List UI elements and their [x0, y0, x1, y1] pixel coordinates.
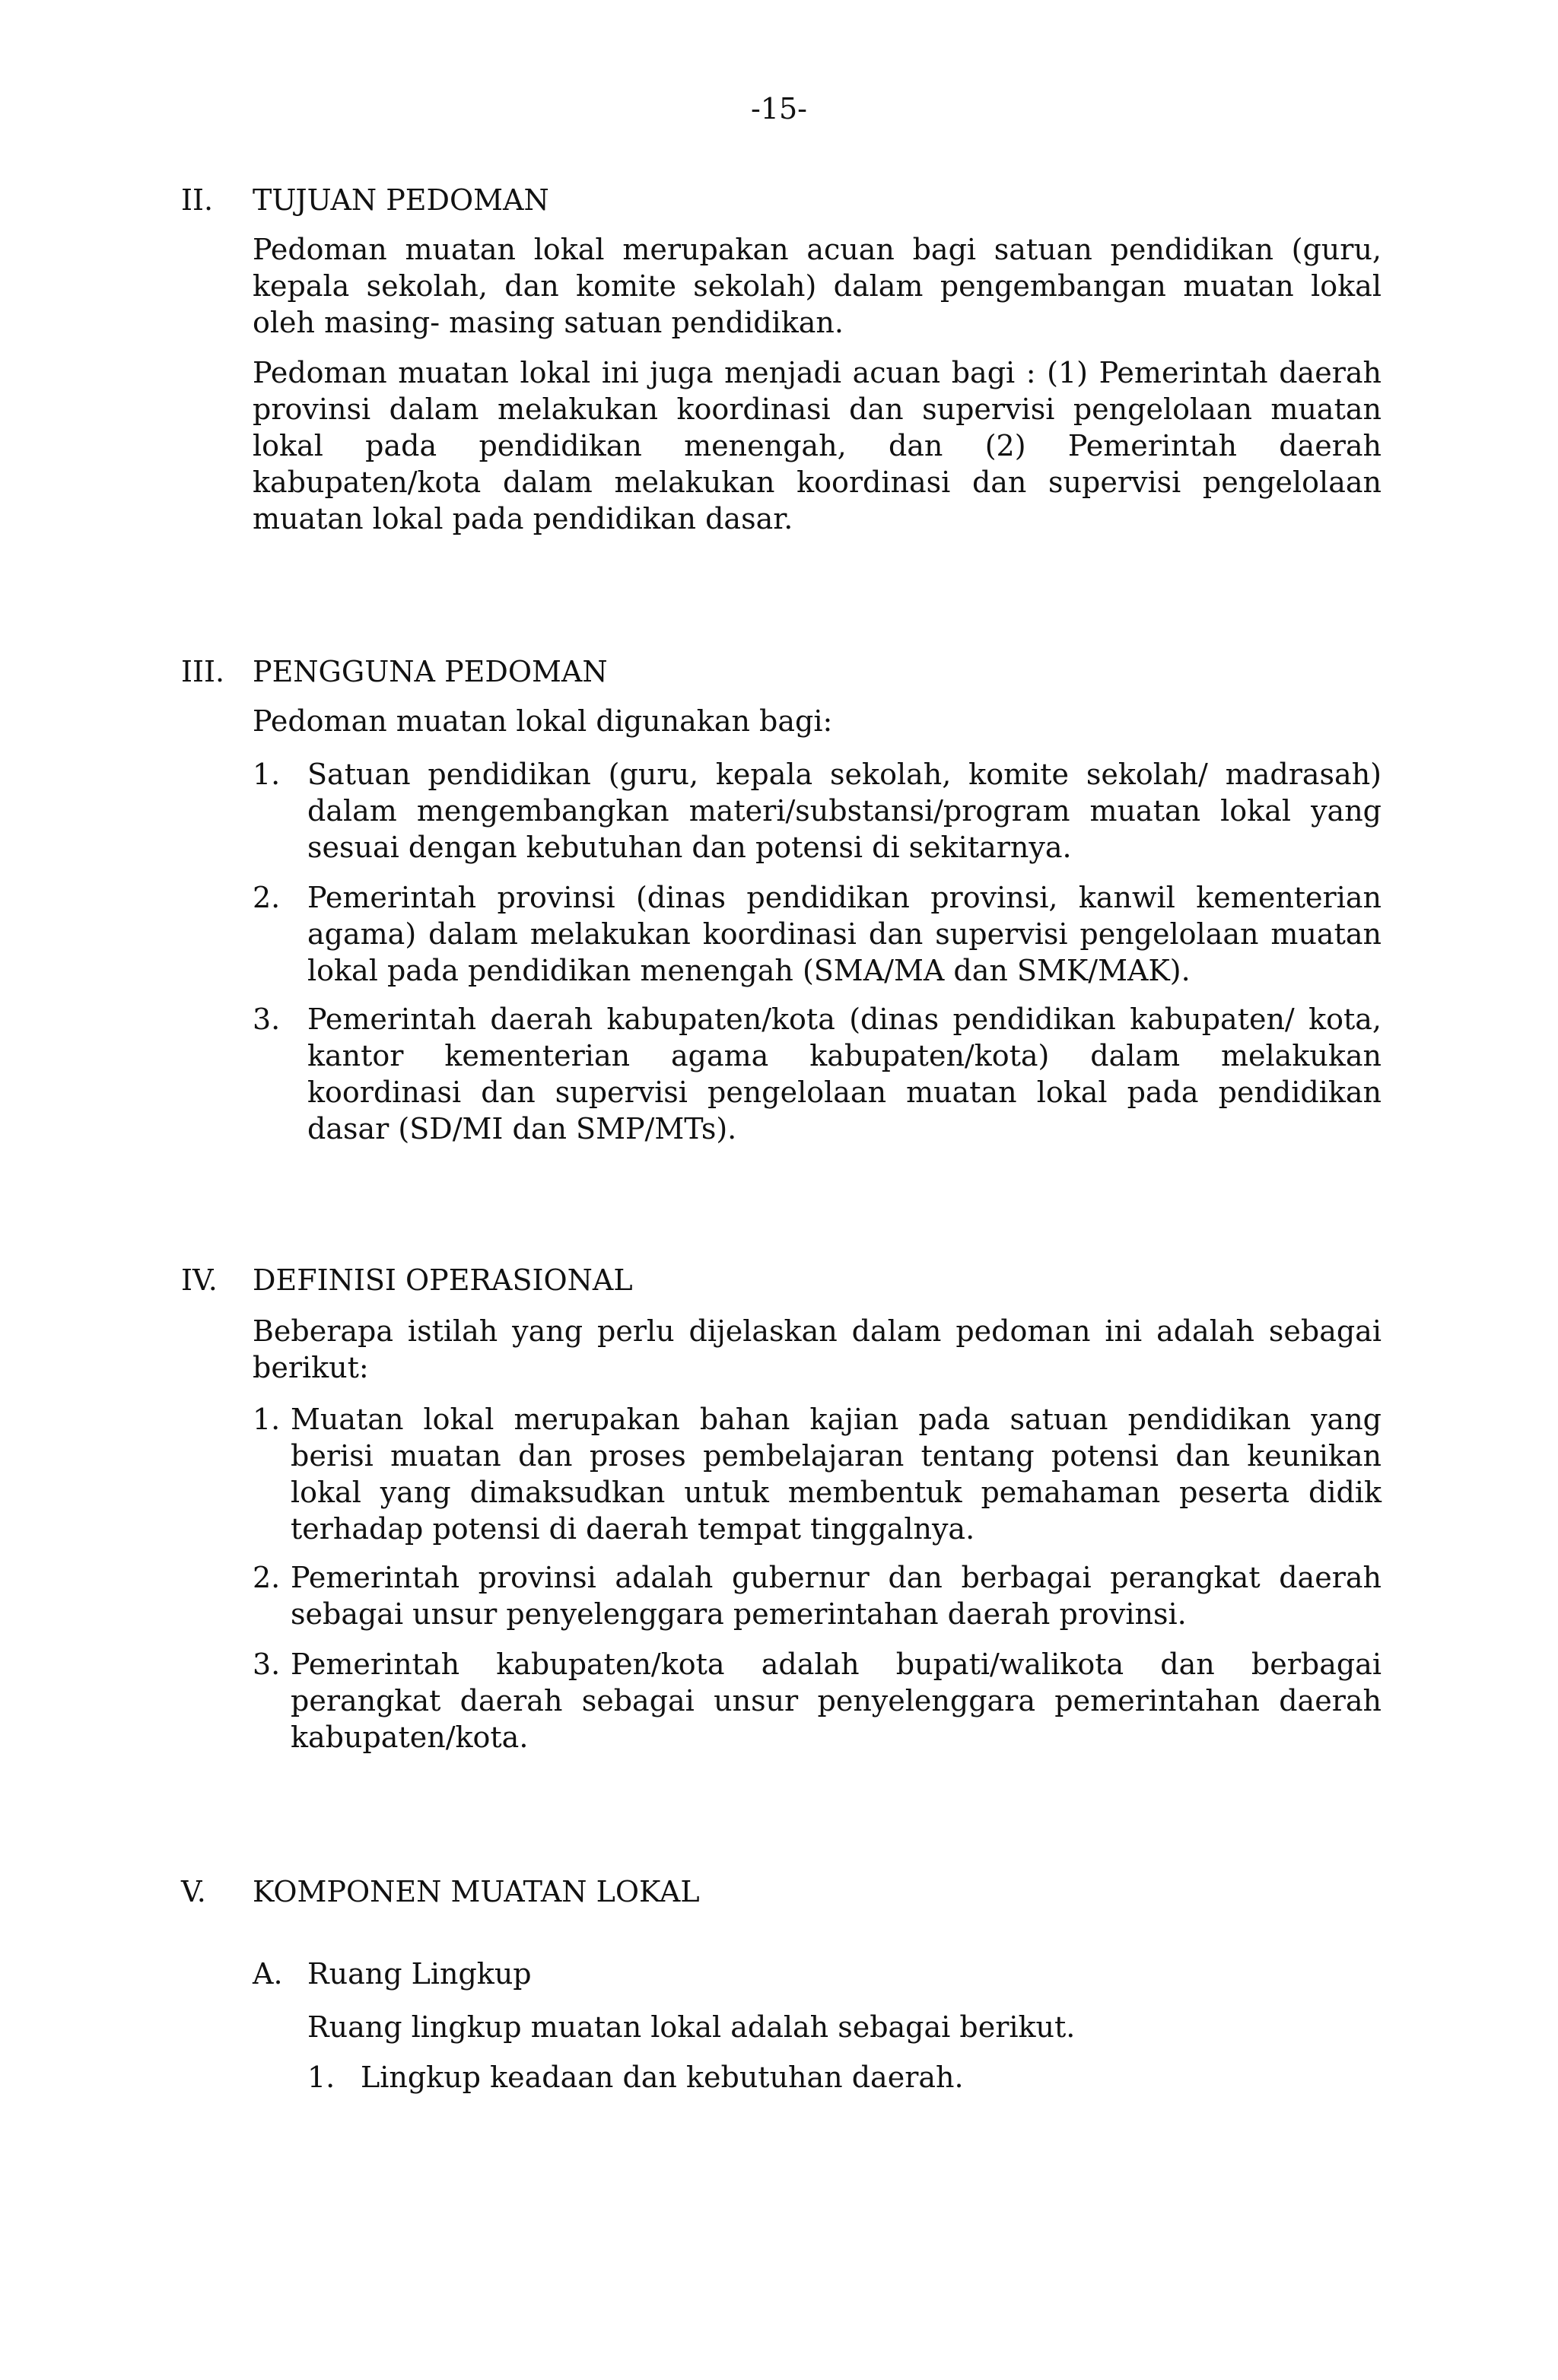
list-item-number: 3.	[253, 1648, 281, 1681]
list-item-text: Satuan pendidikan (guru, kepala sekolah, komite sekolah/ madrasah) dalam mengembangkan materi/substansi/program muatan lokal yang sesuai dengan kebutuhan dan potensi di sekitarnya.	[307, 758, 1382, 864]
subsection-a-letter: A.	[253, 1957, 283, 1991]
page-number: -15-	[750, 92, 808, 126]
list-item-number: 3.	[253, 1003, 281, 1036]
section-iv-title: DEFINISI OPERASIONAL	[253, 1263, 633, 1297]
subsection-list-item-text: Lingkup keadaan dan kebutuhan daerah.	[361, 2061, 964, 2094]
section-ii-number: II.	[181, 183, 214, 217]
section-iv-intro: Beberapa istilah yang perlu dijelaskan dalam pedoman ini adalah sebagai berikut:	[253, 1314, 1382, 1384]
list-item-number: 1.	[253, 1403, 281, 1436]
section-iv-number: IV.	[181, 1263, 218, 1297]
subsection-list-item-number: 1.	[307, 2061, 335, 2094]
list-item-number: 2.	[253, 1561, 281, 1594]
section-v-title: KOMPONEN MUATAN LOKAL	[253, 1875, 700, 1908]
section-iii-title: PENGGUNA PEDOMAN	[253, 655, 608, 688]
list-item-text: Pemerintah daerah kabupaten/kota (dinas pendidikan kabupaten/ kota, kantor kementerian agama kabupaten/kota) dalam melakukan koordinasi dan supervisi pengelolaan muatan lokal pada pendidikan dasar (SD/MI dan SMP/MTs).	[307, 1003, 1382, 1146]
section-v-number: V.	[181, 1875, 206, 1908]
list-item-number: 2.	[253, 881, 281, 914]
section-ii-paragraph-2: Pedoman muatan lokal ini juga menjadi acuan bagi : (1) Pemerintah daerah provinsi dalam melakukan koordinasi dan supervisi pengelolaan muatan lokal pada pendidikan menengah, dan (2) Pemerintah daerah kabupaten/kota dalam melakukan koordinasi dan supervisi pengelolaan muatan lokal pada pendidikan dasar.	[253, 356, 1382, 535]
list-item-text: Pemerintah provinsi adalah gubernur dan berbagai perangkat daerah sebagai unsur penyelenggara pemerintahan daerah provinsi.	[291, 1561, 1382, 1631]
section-ii-title: TUJUAN PEDOMAN	[253, 183, 549, 217]
subsection-a-intro: Ruang lingkup muatan lokal adalah sebagai berikut.	[307, 2010, 1076, 2044]
list-item-number: 1.	[253, 758, 281, 791]
subsection-a-title: Ruang Lingkup	[307, 1957, 532, 1991]
list-item-text: Pemerintah kabupaten/kota adalah bupati/walikota dan berbagai perangkat daerah sebagai unsur penyelenggara pemerintahan daerah kabupaten/kota.	[291, 1648, 1382, 1754]
list-item-text: Pemerintah provinsi (dinas pendidikan provinsi, kanwil kementerian agama) dalam melakukan koordinasi dan supervisi pengelolaan muatan lokal pada pendidikan menengah (SMA/MA dan SMK/MAK).	[307, 881, 1382, 987]
section-iii-intro: Pedoman muatan lokal digunakan bagi:	[253, 704, 833, 738]
section-iii-number: III.	[181, 655, 225, 688]
list-item-text: Muatan lokal merupakan bahan kajian pada satuan pendidikan yang berisi muatan dan proses pembelajaran tentang potensi dan keunikan lokal yang dimaksudkan untuk membentuk pemahaman peserta didik terhadap potensi di daerah tempat tinggalnya.	[291, 1403, 1382, 1546]
section-ii-paragraph-1: Pedoman muatan lokal merupakan acuan bagi satuan pendidikan (guru, kepala sekolah, dan komite sekolah) dalam pengembangan muatan lokal oleh masing- masing satuan pendidikan.	[253, 233, 1382, 339]
